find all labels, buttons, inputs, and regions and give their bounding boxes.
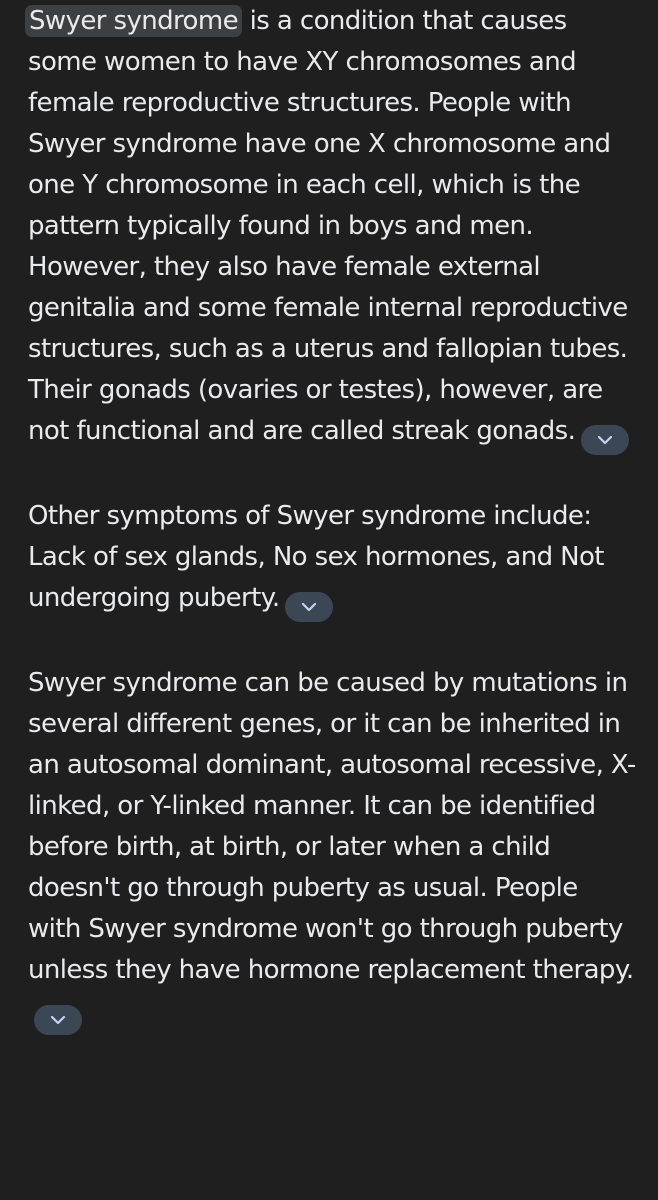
expand-sources-button[interactable] [581,425,629,455]
expand-sources-button[interactable] [34,1005,82,1035]
chevron-down-icon [301,602,317,612]
chevron-down-icon [597,435,613,445]
paragraph-causes [28,663,636,1035]
paragraph-definition [28,0,636,455]
highlighted-term[interactable]: Swyer syndrome [25,5,242,37]
paragraph-text: Other symptoms of Swyer syndrome include: Lack of sex glands, No sex hormones, and Not undergoing puberty. [28,501,604,613]
paragraph-text: is a condition that causes some women to have XY chromosomes and female reproductive structures. People with Swyer syndrome have one X chromosome and one Y chromosome in each cell, which is the pattern typically found in boys and men. However, they also have female external genitalia and some female internal reproductive structures, such as a uterus and fallopian tubes. Their gonads (ovaries or testes), however, are not functional and are called streak gonads. [28,6,628,446]
expand-sources-button[interactable] [285,592,333,622]
paragraph-symptoms [28,496,636,622]
answer-content [28,0,636,1035]
chevron-down-icon [50,1015,66,1025]
paragraph-text: Swyer syndrome can be caused by mutations in several different genes, or it can be inherited in an autosomal dominant, autosomal recessive, X-linked, or Y-linked manner. It can be identified before birth, at birth, or later when a child doesn't go through puberty as usual. People with Swyer syndrome won't go through puberty unless they have hormone replacement therapy. [28,668,636,985]
